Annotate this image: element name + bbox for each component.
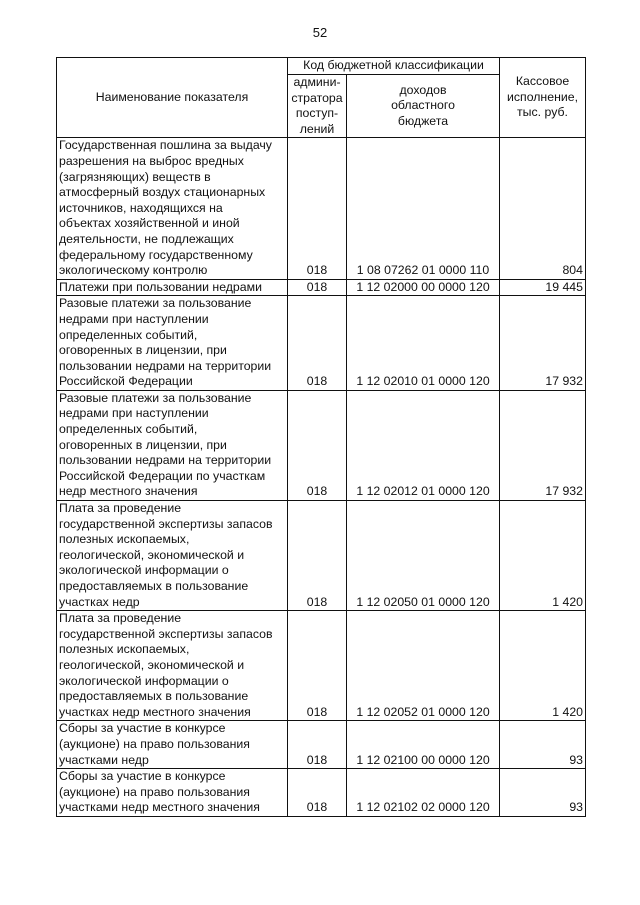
row-admin-code: 018 [288, 390, 347, 500]
header-code-group: Код бюджетной классификации [288, 58, 500, 75]
row-income-code: 1 12 02100 00 0000 120 [347, 721, 500, 769]
row-amount: 1 420 [500, 611, 586, 721]
row-income-code: 1 12 02010 01 0000 120 [347, 296, 500, 391]
row-name: Платежи при пользовании недрами [57, 279, 288, 296]
table-row [57, 296, 586, 391]
row-income-code: 1 12 02000 00 0000 120 [347, 279, 500, 296]
row-admin-code: 018 [288, 138, 347, 279]
row-admin-code: 018 [288, 769, 347, 817]
row-admin-code: 018 [288, 721, 347, 769]
header-admin: админи- стратора поступ- лений [288, 75, 347, 138]
row-amount: 17 932 [500, 390, 586, 500]
row-income-code: 1 12 02050 01 0000 120 [347, 501, 500, 611]
row-name: Плата за проведение государственной экспертизы запасов полезных ископаемых, геологической, экономической и экологической информации о предоставляемых в пользование участках недр местного значения [57, 611, 288, 721]
table-row [57, 390, 586, 500]
table-row [57, 769, 586, 817]
row-income-code: 1 12 02012 01 0000 120 [347, 390, 500, 500]
row-amount: 804 [500, 138, 586, 279]
table-row [57, 721, 586, 769]
row-admin-code: 018 [288, 611, 347, 721]
row-amount: 17 932 [500, 296, 586, 391]
page-number: 52 [312, 25, 328, 40]
row-name: Сборы за участие в конкурсе (аукционе) на право пользования участками недр [57, 721, 288, 769]
row-admin-code: 018 [288, 501, 347, 611]
row-name: Разовые платежи за пользование недрами при наступлении определенных событий, оговоренных в лицензии, при пользовании недрами на территории Российской Федерации по участкам недр местного значения [57, 390, 288, 500]
row-income-code: 1 12 02052 01 0000 120 [347, 611, 500, 721]
row-name: Разовые платежи за пользование недрами при наступлении определенных событий, оговоренных в лицензии, при пользовании недрами на территории Российской Федерации [57, 296, 288, 391]
row-income-code: 1 12 02102 02 0000 120 [347, 769, 500, 817]
table-row [57, 501, 586, 611]
row-admin-code: 018 [288, 279, 347, 296]
row-name: Государственная пошлина за выдачу разрешения на выброс вредных (загрязняющих) веществ в атмосферный воздух стационарных источников, находящихся на объектах хозяйственной и иной деятельности, не подлежащих федеральному государственному экологическому контролю [57, 138, 288, 279]
table-row [57, 611, 586, 721]
row-name: Плата за проведение государственной экспертизы запасов полезных ископаемых, геологической, экономической и экологической информации о предоставляемых в пользование участках недр [57, 501, 288, 611]
row-income-code: 1 08 07262 01 0000 110 [347, 138, 500, 279]
header-amount: Кассовое исполнение, тыс. руб. [500, 58, 586, 138]
row-amount: 93 [500, 769, 586, 817]
row-admin-code: 018 [288, 296, 347, 391]
header-income: доходов областного бюджета [347, 75, 500, 138]
table-row [57, 138, 586, 279]
row-amount: 1 420 [500, 501, 586, 611]
header-name: Наименование показателя [57, 58, 288, 138]
table-row [57, 279, 586, 296]
row-amount: 93 [500, 721, 586, 769]
row-name: Сборы за участие в конкурсе (аукционе) на право пользования участками недр местного значения [57, 769, 288, 817]
budget-table [56, 57, 586, 817]
row-amount: 19 445 [500, 279, 586, 296]
